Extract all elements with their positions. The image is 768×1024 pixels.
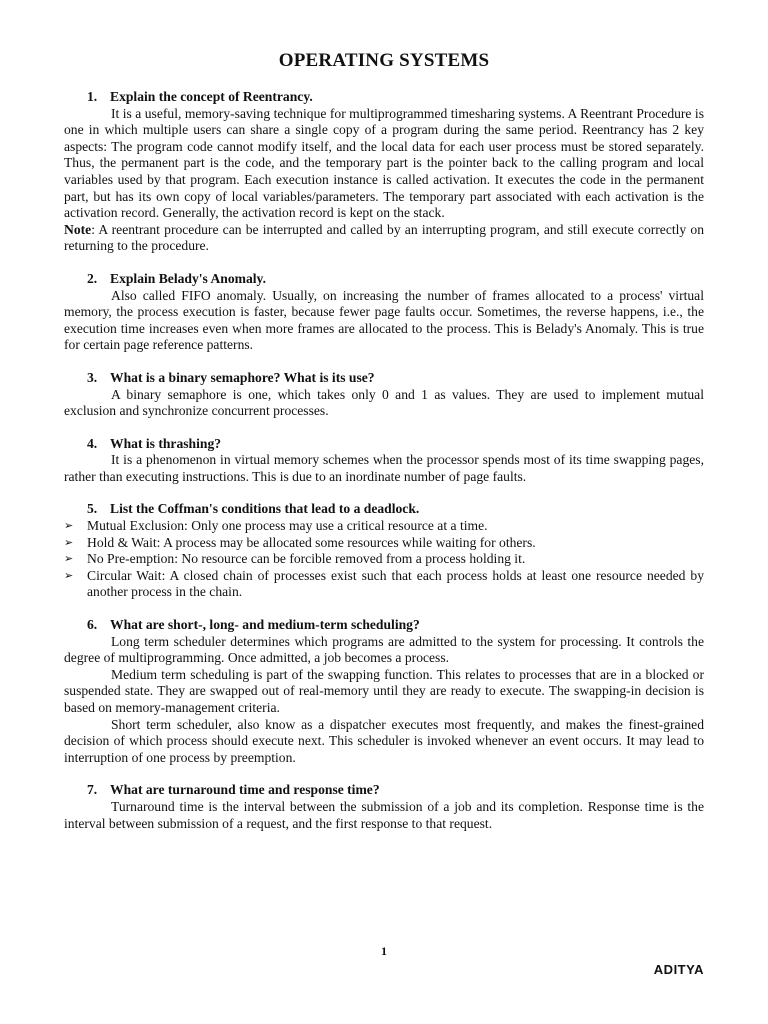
note-text: : A reentrant procedure can be interrupted and called by an interrupting program, and still execute correctly on returning to the procedure. <box>64 221 704 254</box>
question-heading <box>64 89 704 106</box>
section-6 <box>64 617 704 766</box>
section-7 <box>64 782 704 832</box>
section-2 <box>64 271 704 354</box>
list-item: ➢ Circular Wait: A closed chain of processes exist such that each process holds at least one resource needed by another process in the chain. <box>64 567 704 600</box>
section-3 <box>64 370 704 420</box>
question-number: 4. <box>87 435 98 451</box>
page-number: 1 <box>381 944 387 958</box>
arrow-bullet-icon: ➢ <box>64 568 74 582</box>
question-text: What is thrashing? <box>110 435 222 451</box>
note-label: Note <box>64 221 92 237</box>
document-page <box>64 0 704 1024</box>
list-item: ➢ Hold & Wait: A process may be allocated some resources while waiting for others. <box>64 534 536 550</box>
question-heading <box>64 501 704 518</box>
question-heading <box>64 271 704 288</box>
section-4 <box>64 436 704 486</box>
deadlock-conditions-list <box>64 518 704 601</box>
question-number: 3. <box>87 369 98 385</box>
question-text: Explain the concept of Reentrancy. <box>110 89 313 104</box>
answer-paragraph: Long term scheduler determines which programs are admitted to the system for processing. It controls the degree of multiprogramming. Once admitted, a job becomes a process. <box>64 633 704 666</box>
arrow-bullet-icon: ➢ <box>64 552 74 566</box>
answer-paragraph: Also called FIFO anomaly. Usually, on increasing the number of frames allocated to a process' virtual memory, the process execution is faster, because fewer page faults occur. Sometimes, the reverse happens, i.e., the execution time increases even when more frames are allocated to the process. This is Belady's Anomaly. This is true for certain page reference patterns. <box>64 287 704 353</box>
document-body <box>64 89 704 832</box>
question-text: What is a binary semaphore? What is its use? <box>110 369 375 385</box>
answer-paragraph: A binary semaphore is one, which takes only 0 and 1 as values. They are used to implement mutual exclusion and synchronize concurrent processes. <box>64 386 704 419</box>
question-text: List the Coffman's conditions that lead to a deadlock. <box>110 501 420 517</box>
question-heading <box>64 436 704 453</box>
question-number: 6. <box>87 617 98 633</box>
answer-paragraph: Short term scheduler, also know as a dispatcher executes most frequently, and makes the finest-grained decision of which process should execute next. This scheduler is invoked whenever an event occurs. It may lead to interruption of one process by preemption. <box>64 716 704 765</box>
question-text: Explain Belady's Anomaly. <box>110 270 266 286</box>
question-text: What are turnaround time and response time? <box>110 782 380 798</box>
question-text: What are short-, long- and medium-term scheduling? <box>110 617 420 633</box>
footer-author: ADITYA <box>653 962 704 977</box>
question-heading <box>64 370 704 387</box>
note-paragraph <box>64 222 704 255</box>
section-5 <box>64 501 704 601</box>
question-number: 1. <box>87 89 98 104</box>
answer-paragraph: Turnaround time is the interval between the submission of a job and its completion. Response time is the interval between submission of a request, and the first response to that request. <box>64 798 704 831</box>
list-item: ➢ Mutual Exclusion: Only one process may use a critical resource at a time. <box>64 518 488 534</box>
list-item: ➢ No Pre-emption: No resource can be forcible removed from a process holding it. <box>64 551 526 567</box>
question-heading <box>64 782 704 799</box>
page-title: OPERATING SYSTEMS <box>278 50 490 71</box>
question-number: 7. <box>87 782 98 798</box>
answer-paragraph: It is a useful, memory-saving technique for multiprogrammed timesharing systems. A Reentrant Procedure is one in which multiple users can share a single copy of a program during the same period. Reentrancy has 2 key aspects: The program code cannot modify itself, and the local data for each user process must be stored separately. Thus, the permanent part is the code, and the temporary part is the pointer back to the calling program and local variables used by that program. Each execution instance is called activation. It executes the code in the permanent part, but has its own copy of local variables/parameters. The temporary part associated with each activation is the activation record. Generally, the activation record is kept on the stack. <box>64 105 704 221</box>
section-1 <box>64 89 704 255</box>
arrow-bullet-icon: ➢ <box>64 519 74 533</box>
answer-paragraph: It is a phenomenon in virtual memory schemes when the processor spends most of its time swapping pages, rather than executing instructions. This is due to an inordinate number of page faults. <box>64 452 704 484</box>
question-number: 5. <box>87 501 98 517</box>
answer-paragraph: Medium term scheduling is part of the swapping function. This relates to processes that are in a blocked or suspended state. They are swapped out of real-memory until they are ready to execute. The swapping-in decision is based on memory-management criteria. <box>64 666 704 715</box>
question-heading <box>64 617 704 634</box>
question-number: 2. <box>87 270 98 286</box>
arrow-bullet-icon: ➢ <box>64 535 74 549</box>
